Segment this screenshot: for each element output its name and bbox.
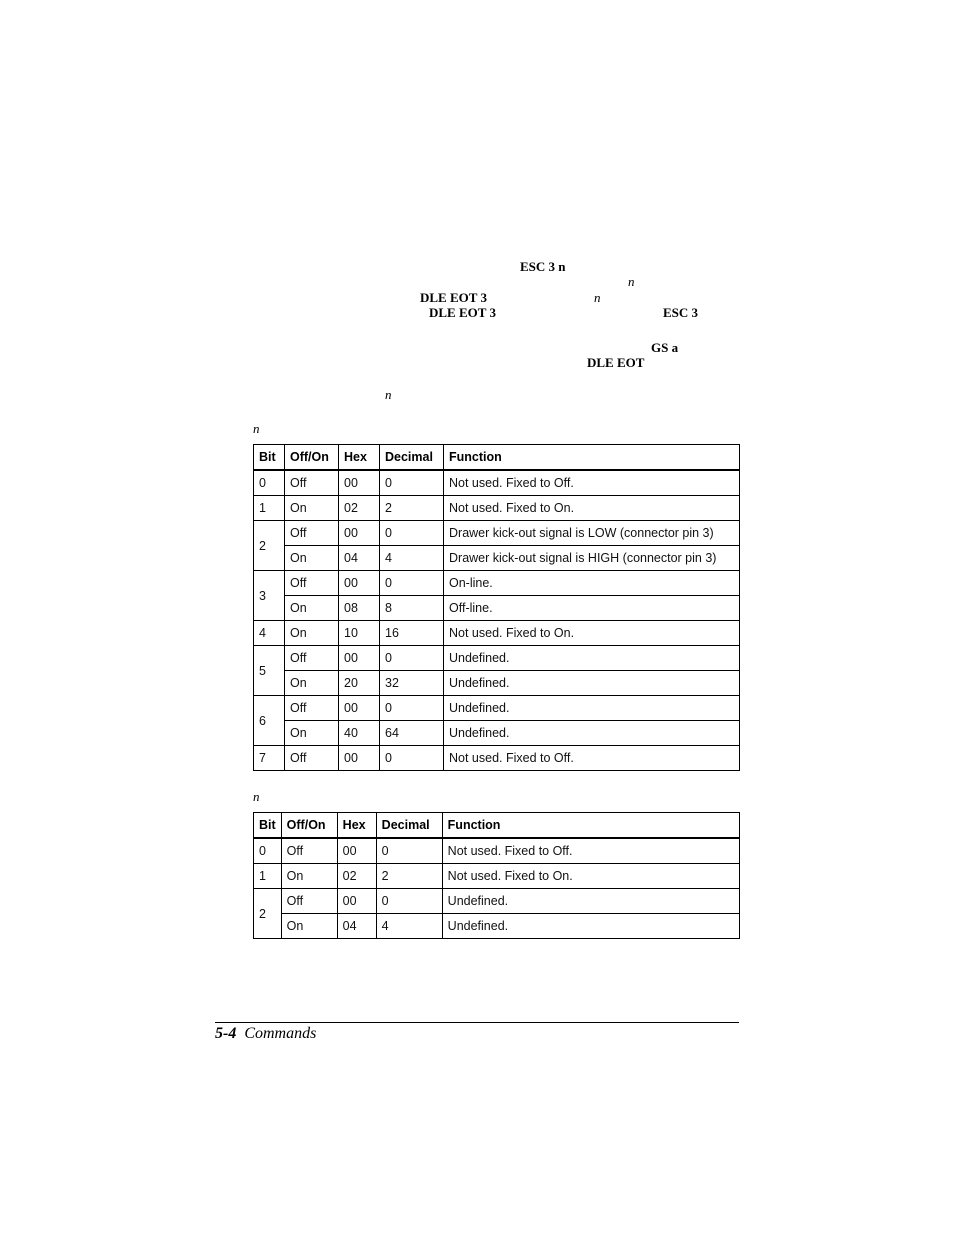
decimal-cell: 4 — [376, 914, 442, 939]
state-cell: On — [285, 496, 339, 521]
bit-cell: 3 — [254, 571, 285, 621]
bit-cell: 2 — [254, 889, 282, 939]
header-off-on: Off/On — [285, 445, 339, 471]
state-cell: Off — [285, 746, 339, 771]
state-cell: Off — [285, 696, 339, 721]
state-cell: Off — [285, 646, 339, 671]
table-row — [254, 571, 740, 596]
function-cell: Undefined. — [444, 671, 740, 696]
esc3-command: ESC 3 n — [520, 259, 566, 274]
state-cell: On — [285, 671, 339, 696]
state-cell: On — [285, 546, 339, 571]
hex-cell: 00 — [339, 470, 380, 496]
decimal-cell: 2 — [376, 864, 442, 889]
hex-cell: 10 — [339, 621, 380, 646]
decimal-cell: 0 — [380, 696, 444, 721]
header-off-on: Off/On — [281, 813, 337, 839]
function-cell: Not used. Fixed to Off. — [444, 746, 740, 771]
dle-eot-command: DLE EOT — [587, 355, 645, 370]
header-hex: Hex — [337, 813, 376, 839]
bit-cell: 7 — [254, 746, 285, 771]
table-row — [254, 838, 740, 864]
state-cell: Off — [285, 521, 339, 546]
dle-eot3-command: DLE EOT 3 — [420, 290, 487, 305]
param-n: n — [628, 274, 635, 289]
decimal-cell: 4 — [380, 546, 444, 571]
header-function: Function — [444, 445, 740, 471]
footer-rule — [215, 1022, 739, 1023]
esc3-command: ESC 3 — [663, 305, 699, 320]
table-row — [254, 864, 740, 889]
state-cell: On — [285, 621, 339, 646]
hex-cell: 40 — [339, 721, 380, 746]
table-header-row — [254, 445, 740, 471]
param-n: n — [594, 290, 601, 305]
table-row — [254, 621, 740, 646]
section-name: Commands — [244, 1025, 317, 1042]
param-n: n — [385, 387, 392, 402]
bit-cell: 6 — [254, 696, 285, 746]
function-cell: Not used. Fixed to On. — [444, 496, 740, 521]
function-cell: Not used. Fixed to Off. — [442, 838, 739, 864]
bit-cell: 5 — [254, 646, 285, 696]
function-cell: Undefined. — [444, 721, 740, 746]
hex-cell: 00 — [339, 696, 380, 721]
hex-cell: 02 — [339, 496, 380, 521]
table-row — [254, 914, 740, 939]
status-bits-table-1 — [253, 444, 740, 771]
function-cell: Undefined. — [442, 914, 739, 939]
header-hex: Hex — [339, 445, 380, 471]
table-row — [254, 546, 740, 571]
function-cell: Off-line. — [444, 596, 740, 621]
page-number: 5-4 — [215, 1025, 237, 1042]
dle-eot3-command: DLE EOT 3 — [429, 305, 496, 320]
function-cell: Not used. Fixed to On. — [444, 621, 740, 646]
function-cell: Undefined. — [444, 646, 740, 671]
hex-cell: 00 — [337, 889, 376, 914]
decimal-cell: 16 — [380, 621, 444, 646]
hex-cell: 00 — [339, 521, 380, 546]
decimal-cell: 0 — [380, 646, 444, 671]
state-cell: On — [281, 864, 337, 889]
decimal-cell: 32 — [380, 671, 444, 696]
table-header-row — [254, 813, 740, 839]
table-row — [254, 889, 740, 914]
decimal-cell: 0 — [380, 746, 444, 771]
decimal-cell: 0 — [380, 571, 444, 596]
decimal-cell: 64 — [380, 721, 444, 746]
decimal-cell: 0 — [376, 889, 442, 914]
function-cell: Not used. Fixed to Off. — [444, 470, 740, 496]
table-row — [254, 596, 740, 621]
table-row — [254, 521, 740, 546]
bit-cell: 1 — [254, 496, 285, 521]
state-cell: Off — [281, 889, 337, 914]
hex-cell: 00 — [339, 571, 380, 596]
header-decimal: Decimal — [376, 813, 442, 839]
function-cell: On-line. — [444, 571, 740, 596]
function-cell: Not used. Fixed to On. — [442, 864, 739, 889]
table1-label: n — [253, 421, 260, 436]
function-cell: Drawer kick-out signal is HIGH (connector pin 3) — [444, 546, 740, 571]
decimal-cell: 8 — [380, 596, 444, 621]
state-cell: On — [285, 596, 339, 621]
function-cell: Undefined. — [442, 889, 739, 914]
function-cell: Drawer kick-out signal is LOW (connector pin 3) — [444, 521, 740, 546]
table-row — [254, 496, 740, 521]
table-row — [254, 646, 740, 671]
bit-cell: 1 — [254, 864, 282, 889]
table-row — [254, 721, 740, 746]
table2-label: n — [253, 789, 260, 804]
bit-cell: 2 — [254, 521, 285, 571]
state-cell: On — [285, 721, 339, 746]
header-decimal: Decimal — [380, 445, 444, 471]
status-bits-table-2 — [253, 812, 740, 939]
hex-cell: 00 — [337, 838, 376, 864]
header-bit: Bit — [254, 813, 282, 839]
bit-cell: 0 — [254, 838, 282, 864]
state-cell: Off — [285, 470, 339, 496]
table-row — [254, 746, 740, 771]
hex-cell: 08 — [339, 596, 380, 621]
decimal-cell: 0 — [380, 521, 444, 546]
decimal-cell: 0 — [380, 470, 444, 496]
state-cell: Off — [285, 571, 339, 596]
page-footer — [215, 1025, 316, 1043]
hex-cell: 20 — [339, 671, 380, 696]
hex-cell: 04 — [337, 914, 376, 939]
table-row — [254, 696, 740, 721]
decimal-cell: 0 — [376, 838, 442, 864]
table-row — [254, 671, 740, 696]
gsa-command: GS a — [651, 340, 679, 355]
hex-cell: 00 — [339, 646, 380, 671]
header-function: Function — [442, 813, 739, 839]
bit-cell: 0 — [254, 470, 285, 496]
bit-cell: 4 — [254, 621, 285, 646]
table-row — [254, 470, 740, 496]
function-cell: Undefined. — [444, 696, 740, 721]
header-bit: Bit — [254, 445, 285, 471]
hex-cell: 00 — [339, 746, 380, 771]
state-cell: On — [281, 914, 337, 939]
decimal-cell: 2 — [380, 496, 444, 521]
state-cell: Off — [281, 838, 337, 864]
hex-cell: 04 — [339, 546, 380, 571]
hex-cell: 02 — [337, 864, 376, 889]
